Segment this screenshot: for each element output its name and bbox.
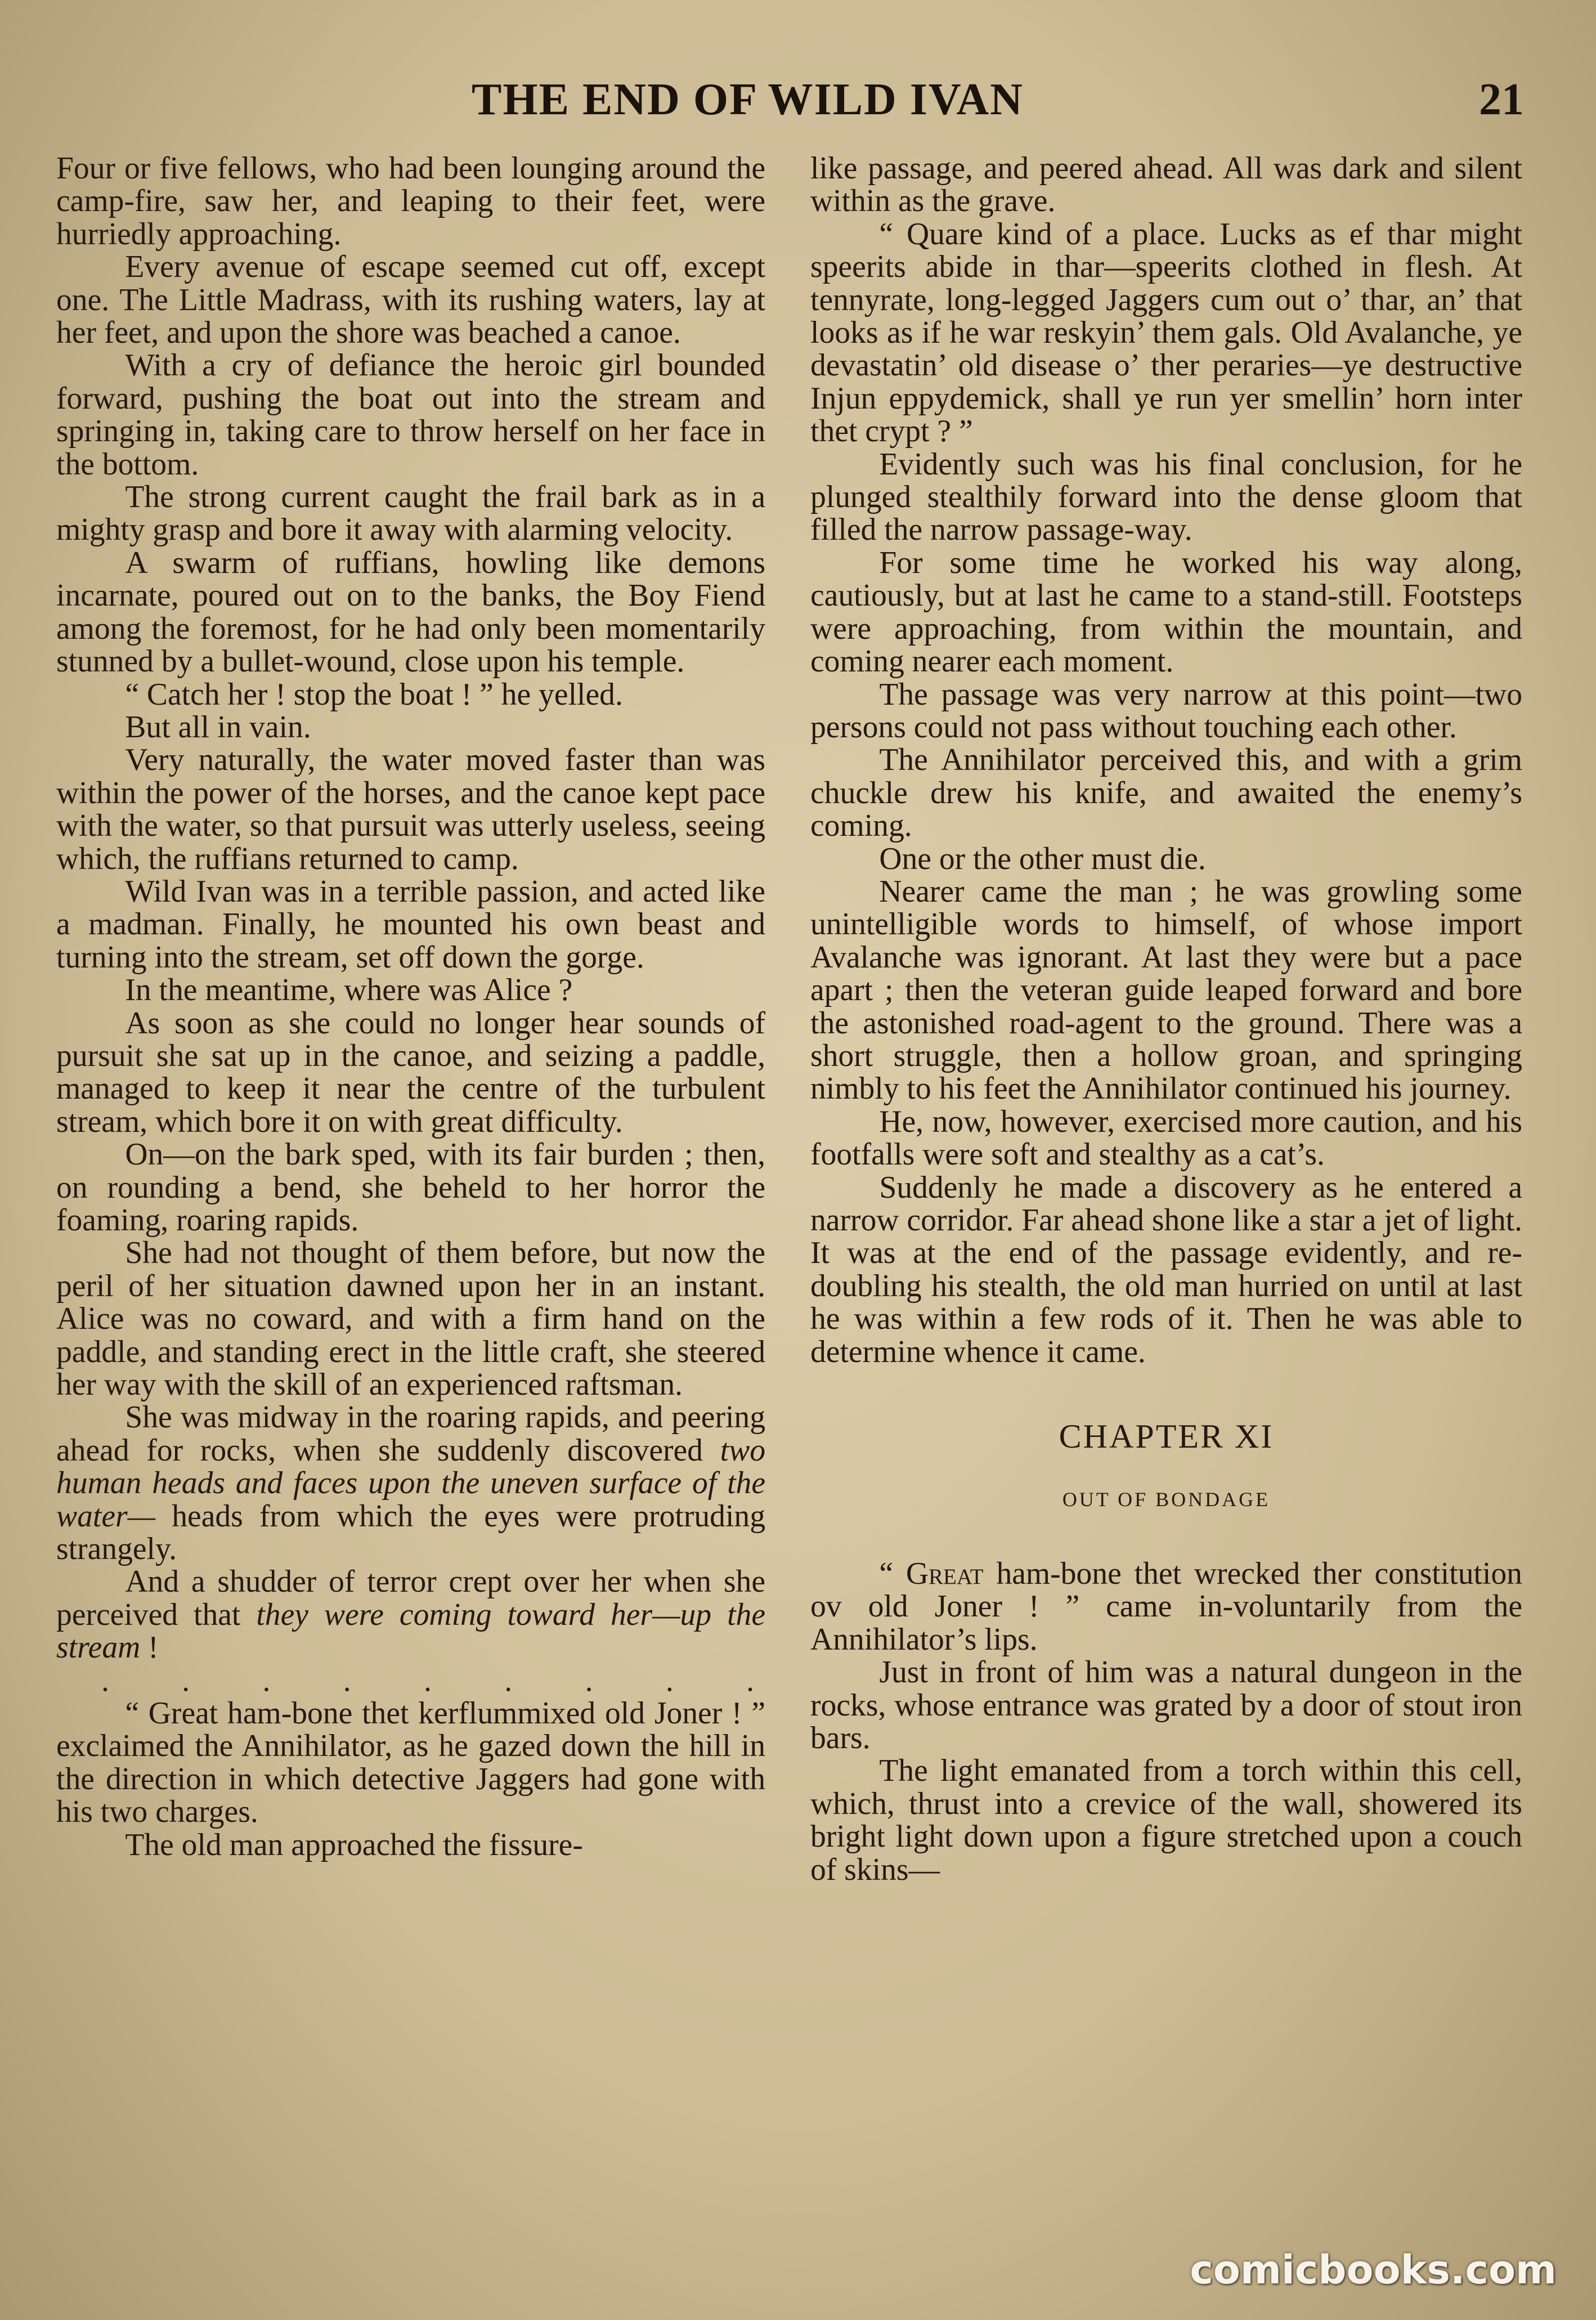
paragraph: Four or five fellows, who had been lounging around the camp-fire, saw her, and leaping to their feet, were hurriedly approaching. xyxy=(56,151,765,252)
paragraph: “ Quare kind of a place. Lucks as ef thar might speerits abide in thar—speerits clothed in flesh. At tennyrate, long-legged Jaggers cum out o’ thar, an’ that looks as if he war reskyin’ them gals. Old Avalanche, ye devastatin’ old disease o’ ther peraries—ye destructive Injun eppydemick, shall ye run yer smellin’ horn inter thet crypt ? ” xyxy=(810,216,1522,449)
paragraph: The old man approached the fissure- xyxy=(125,1827,583,1862)
page-header xyxy=(0,74,1596,136)
chapter-title: CHAPTER XI xyxy=(1059,1418,1274,1455)
paragraph: And a shudder of terror crept over her when she perceived that they were coming toward her—up the stream ! xyxy=(56,1564,765,1665)
paragraph: With a cry of defiance the heroic girl bounded forward, pushing the boat out into the stream and springing in, taking care to throw herself on her face in the bottom. xyxy=(56,348,765,482)
paragraph: On—on the bark sped, with its fair burden ; then, on rounding a bend, she beheld to her horror the foaming, roaring rapids. xyxy=(56,1137,765,1238)
paragraph: A swarm of ruffians, howling like demons incarnate, poured out on to the banks, the Boy Fiend among the foremost, for he had only been momentarily stunned by a bullet-wound, close upon his temple. xyxy=(56,545,765,679)
paragraph: Suddenly he made a discovery as he entered a narrow corridor. Far ahead shone like a star a jet of light. It was at the end of the passage evidently, and re-doubling his stealth, the old man hurried on until at last he was within a few rods of it. Then he was able to determine whence it came. xyxy=(810,1170,1522,1369)
italic-phrase: they were coming toward her—up the stream xyxy=(56,1597,765,1665)
page-number: 21 xyxy=(1479,75,1524,124)
paragraph: Every avenue of escape seemed cut off, except one. The Little Madrass, with its rushing waters, lay at her feet, and upon the shore was beached a canoe. xyxy=(56,249,765,351)
chapter-lead-word: “ Great xyxy=(879,1556,984,1592)
section-break-dots: . . . . . . . . . xyxy=(101,1663,754,1698)
paragraph: Evidently such was his final conclusion, for he plunged stealthily forward into the dense gloom that filled the narrow passage-way. xyxy=(810,446,1522,548)
paragraph: For some time he worked his way along, cautiously, but at last he came to a stand-still. Footsteps were approaching, from within the mountain, and coming nearer each moment. xyxy=(810,545,1522,679)
paragraph: Just in front of him was a natural dungeon in the rocks, whose entrance was grated by a door of stout iron bars. xyxy=(810,1655,1522,1756)
right-column xyxy=(810,152,1522,1886)
italic-phrase: two human heads and faces upon the uneven surface of the water— xyxy=(56,1432,765,1534)
paragraph: Very naturally, the water moved faster than was within the power of the horses, and the canoe kept pace with the water, so that pursuit was utterly useless, seeing which, the ruffians returned to camp. xyxy=(56,742,765,876)
paragraph: He, now, however, exercised more caution, and his footfalls were soft and stealthy as a cat’s. xyxy=(810,1104,1522,1172)
chapter-subtitle: OUT OF BONDAGE xyxy=(1062,1488,1271,1511)
paragraph: “ Great ham-bone thet wrecked ther constitution ov old Joner ! ” came in-voluntarily from the Annihilator’s lips. xyxy=(810,1556,1522,1657)
paragraph: She had not thought of them before, but now the peril of her situation dawned upon her in an instant. Alice was no coward, and with a firm hand on the paddle, and standing erect in the little craft, she steered her way with the skill of an experienced raftsman. xyxy=(56,1235,765,1403)
watermark: comicbooks.com xyxy=(1190,2247,1557,2293)
paragraph: The strong current caught the frail bark as in a mighty grasp and bore it away with alarming velocity. xyxy=(56,480,765,548)
paragraph: Wild Ivan was in a terrible passion, and acted like a madman. Finally, he mounted his own beast and turning into the stream, set off down the gorge. xyxy=(56,874,765,975)
paragraph: As soon as she could no longer hear sounds of pursuit she sat up in the canoe, and seizing a paddle, managed to keep it near the centre of the turbulent stream, which bore it on with great difficulty. xyxy=(56,1005,765,1139)
paragraph: In the meantime, where was Alice ? xyxy=(125,973,573,1008)
paragraph: Nearer came the man ; he was growling some unintelligible words to himself, of whose import Avalanche was ignorant. At last they were but a pace apart ; then the veteran guide leaped forward and bore the astonished road-agent to the ground. There was a short struggle, then a hollow groan, and springing nimbly to his feet the Annihilator continued his journey. xyxy=(810,874,1522,1107)
paragraph: The light emanated from a torch within this cell, which, thrust into a crevice of the wall, showered its bright light down upon a figure stretched upon a couch of skins— xyxy=(810,1753,1522,1887)
paragraph: The passage was very narrow at this point—two persons could not pass without touching each other. xyxy=(810,677,1522,745)
paragraph: But all in vain. xyxy=(125,709,311,745)
running-title: THE END OF WILD IVAN xyxy=(472,75,1024,124)
paragraph: She was midway in the roaring rapids, and peering ahead for rocks, when she suddenly discovered two human heads and faces upon the uneven surface of the water— heads from which the eyes were protruding strangely. xyxy=(56,1400,765,1567)
paragraph: One or the other must die. xyxy=(879,841,1206,876)
paragraph: “ Catch her ! stop the boat ! ” he yelled. xyxy=(125,677,623,712)
paragraph: like passage, and peered ahead. All was dark and silent within as the grave. xyxy=(810,151,1522,219)
left-column xyxy=(56,152,765,1861)
paragraph: “ Great ham-bone thet kerflummixed old Joner ! ” exclaimed the Annihilator, as he gazed down the hill in the direction in which detective Jaggers had gone with his two charges. xyxy=(56,1696,765,1830)
paragraph: The Annihilator perceived this, and with a grim chuckle drew his knife, and awaited the enemy’s coming. xyxy=(810,742,1522,844)
